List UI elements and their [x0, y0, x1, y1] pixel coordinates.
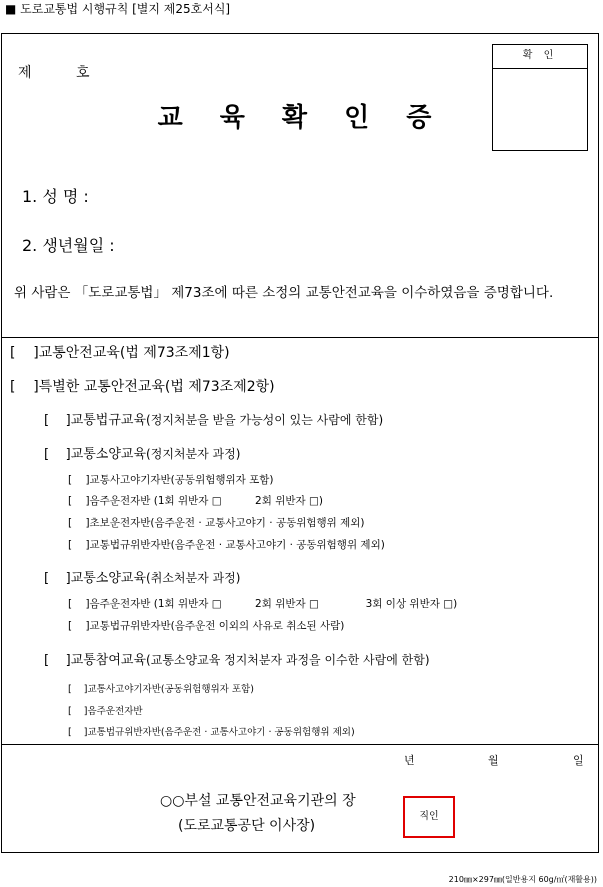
item-note: (취소처분자 과정) — [146, 571, 241, 585]
seal-label: 직인 — [419, 811, 439, 822]
item-checkbox[interactable]: [ ] — [44, 571, 71, 586]
agency-name: ○○부설 교통안전교육기관의 장 — [160, 793, 356, 809]
name-label: 1. 성 명 : — [22, 187, 89, 206]
declaration-text: 위 사람은 「도로교통법」 제73조에 따른 소정의 교통안전교육을 이수하였음을 증명합니다. — [14, 285, 554, 301]
official-seal — [403, 796, 455, 838]
birth-label: 2. 생년월일 : — [22, 236, 115, 255]
item-checkbox[interactable]: [ ] — [10, 345, 39, 361]
form-header: ■ 도로교통법 시행규칙 [별지 제25호서식] — [5, 2, 231, 16]
date-day-label: 일 — [573, 754, 584, 767]
sub-item[interactable]: [ ]교통법규위반자반(음주운전 이외의 사유로 취소된 사람) — [68, 620, 345, 632]
date-month-label: 월 — [488, 754, 499, 767]
item-checkbox[interactable]: [ ] — [10, 379, 39, 395]
item-participation — [44, 649, 430, 668]
sub-item[interactable]: [ ]교통법규위반자반(음주운전 · 교통사고야기 · 공동위험행위 제외) — [68, 539, 385, 551]
confirm-label: 확 인 — [493, 45, 587, 69]
item-label: 교통법규교육 — [70, 413, 147, 428]
item-culture-suspension — [44, 443, 240, 462]
item-label: 특별한 교통안전교육 — [38, 379, 165, 395]
item-safety — [10, 342, 230, 362]
item-note: (법 제73조제1항) — [119, 345, 230, 361]
item-law — [44, 409, 383, 428]
sub-item[interactable]: [ ]음주운전자반 (1회 위반자 □ 2회 위반자 □ 3회 이상 위반자 □) — [68, 598, 458, 610]
item-note: (법 제73조제2항) — [164, 379, 275, 395]
paper-spec-footnote: 210㎜×297㎜(일반용지 60g/㎡(재활용)) — [448, 875, 597, 884]
sub-item[interactable]: [ ]음주운전자반 — [68, 706, 143, 717]
date-year-label: 년 — [404, 754, 415, 767]
item-note: (정지처분을 받을 가능성이 있는 사람에 한함) — [146, 413, 384, 427]
sub-item[interactable]: [ ]교통법규위반자반(음주운전 · 교통사고야기 · 공동위험행위 제외) — [68, 727, 355, 738]
sub-item[interactable]: [ ]교통사고야기자반(공동위험행위자 포함) — [68, 684, 254, 695]
certificate-title: 교 육 확 인 증 — [157, 103, 446, 133]
item-checkbox[interactable]: [ ] — [44, 447, 71, 462]
item-label: 교통참여교육 — [70, 653, 147, 668]
sub-item[interactable]: [ ]음주운전자반 (1회 위반자 □ 2회 위반자 □) — [68, 495, 324, 507]
sub-item[interactable]: [ ]교통사고야기자반(공동위험행위자 포함) — [68, 474, 274, 486]
item-note: (정지처분자 과정) — [146, 447, 241, 461]
item-checkbox[interactable]: [ ] — [44, 413, 71, 428]
item-checkbox[interactable]: [ ] — [44, 653, 71, 668]
divider — [1, 744, 599, 745]
item-label: 교통소양교육 — [70, 571, 147, 586]
number-label: 제 호 — [18, 65, 90, 81]
item-special — [10, 376, 275, 396]
item-note: (교통소양교육 정지처분자 과정을 이수한 사람에 한함) — [146, 653, 430, 667]
item-culture-cancel — [44, 567, 240, 586]
divider — [1, 337, 599, 338]
sub-item[interactable]: [ ]초보운전자반(음주운전 · 교통사고야기 · 공동위험행위 제외) — [68, 517, 365, 529]
agency-subtitle: (도로교통공단 이사장) — [178, 818, 316, 834]
item-label: 교통안전교육 — [38, 345, 120, 361]
item-label: 교통소양교육 — [70, 447, 147, 462]
